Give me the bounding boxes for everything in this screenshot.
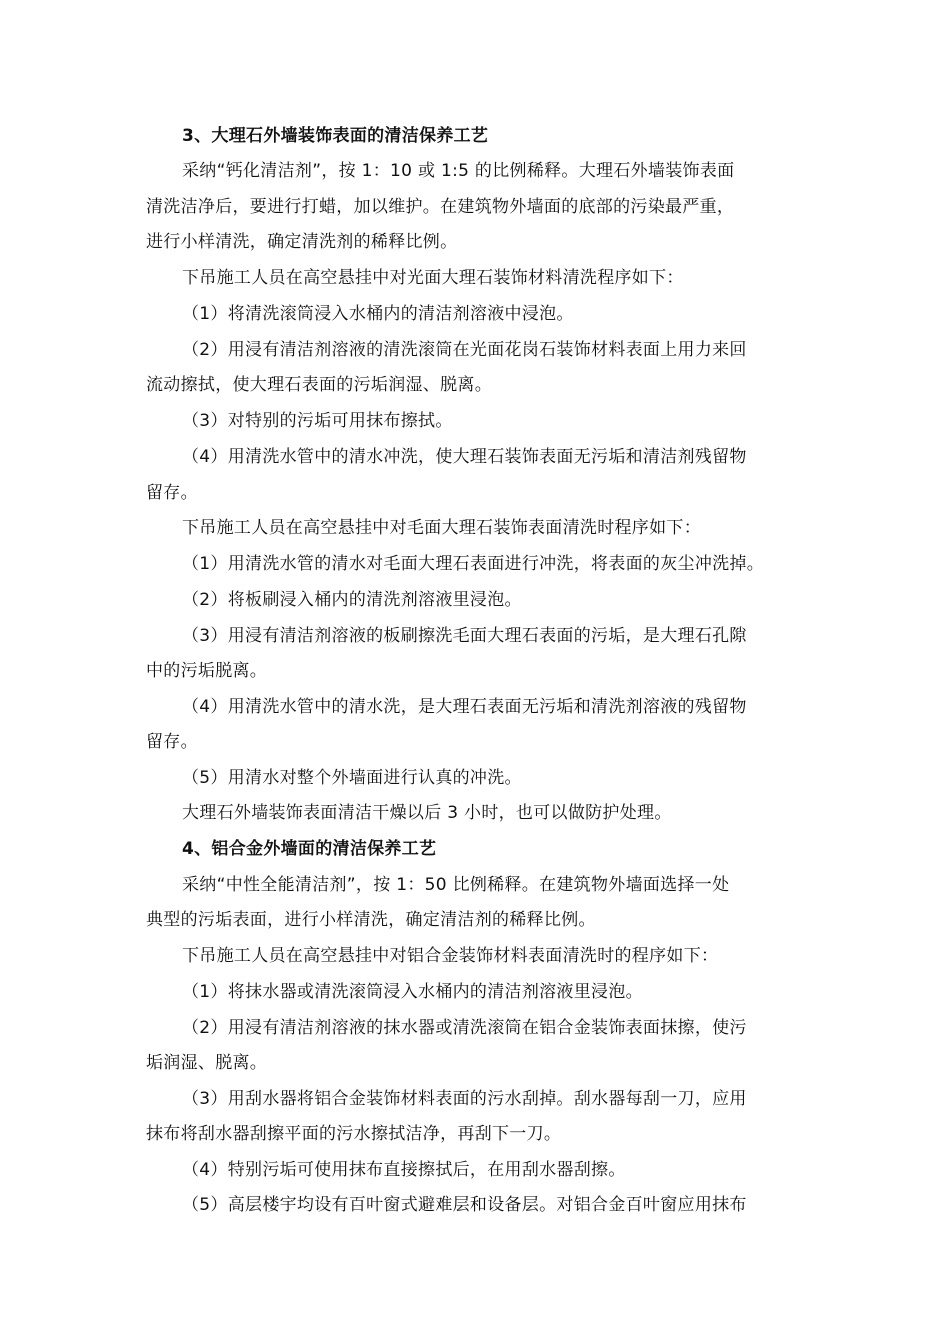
section-heading: 4、铝合金外墙面的清洁保养工艺 <box>182 839 437 859</box>
paragraph-line: （1）将清洗滚筒浸入水桶内的清洁剂溶液中浸泡。 <box>182 304 574 324</box>
paragraph-line: 下吊施工人员在高空悬挂中对铝合金装饰材料表面清洗时的程序如下： <box>182 946 719 966</box>
paragraph-line: 流动擦拭，使大理石表面的污垢润湿、脱离。 <box>146 375 492 395</box>
paragraph-line: 留存。 <box>146 483 198 503</box>
paragraph-line: （4）用清洗水管中的清水冲洗，使大理石装饰表面无污垢和清洁剂残留物 <box>182 447 747 467</box>
paragraph-line: 采纳“钙化清洁剂”，按 1：10 或 1:5 的比例稀释。大理石外墙装饰表面 <box>182 161 735 181</box>
paragraph-line: 大理石外墙装饰表面清洁干燥以后 3 小时，也可以做防护处理。 <box>182 803 672 823</box>
paragraph-line: （2）用浸有清洁剂溶液的清洗滚筒在光面花岗石装饰材料表面上用力来回 <box>182 340 747 360</box>
paragraph-line: （2）用浸有清洁剂溶液的抹水器或清洗滚筒在铝合金装饰表面抹擦，使污 <box>182 1018 747 1038</box>
paragraph-line: （3）用浸有清洁剂溶液的板刷擦洗毛面大理石表面的污垢，是大理石孔隙 <box>182 626 747 646</box>
paragraph-line: 中的污垢脱离。 <box>146 661 268 681</box>
paragraph-line: （1）将抹水器或清洗滚筒浸入水桶内的清洁剂溶液里浸泡。 <box>182 982 643 1002</box>
paragraph-line: （4）用清洗水管中的清水洗，是大理石表面无污垢和清洗剂溶液的残留物 <box>182 697 747 717</box>
paragraph-line: 下吊施工人员在高空悬挂中对毛面大理石装饰表面清洗时程序如下： <box>182 518 701 538</box>
paragraph-line: （5）高层楼宇均设有百叶窗式避难层和设备层。对铝合金百叶窗应用抹布 <box>182 1195 747 1215</box>
paragraph-line: 采纳“中性全能清洁剂”，按 1：50 比例稀释。在建筑物外墙面选择一处 <box>182 875 730 895</box>
paragraph-line: （1）用清洗水管的清水对毛面大理石表面进行冲洗，将表面的灰尘冲洗掉。 <box>182 554 765 574</box>
paragraph-line: 垢润湿、脱离。 <box>146 1053 268 1073</box>
paragraph-line: （4）特别污垢可使用抹布直接擦拭后，在用刮水器刮擦。 <box>182 1160 626 1180</box>
paragraph-line: （3）对特别的污垢可用抹布擦拭。 <box>182 411 453 431</box>
paragraph-line: 抹布将刮水器刮擦平面的污水擦拭洁净，再刮下一刀。 <box>146 1124 562 1144</box>
paragraph-line: 典型的污垢表面，进行小样清洗，确定清洁剂的稀释比例。 <box>146 910 596 930</box>
paragraph-line: 进行小样清洗，确定清洗剂的稀释比例。 <box>146 232 458 252</box>
paragraph-line: （2）将板刷浸入桶内的清洗剂溶液里浸泡。 <box>182 590 522 610</box>
section-heading: 3、大理石外墙装饰表面的清洁保养工艺 <box>182 126 489 146</box>
paragraph-line: （5）用清水对整个外墙面进行认真的冲洗。 <box>182 768 522 788</box>
paragraph-line: 下吊施工人员在高空悬挂中对光面大理石装饰材料清洗程序如下： <box>182 268 684 288</box>
paragraph-line: 留存。 <box>146 732 198 752</box>
paragraph-line: 清洗洁净后，要进行打蜡，加以维护。在建筑物外墙面的底部的污染最严重， <box>146 197 735 217</box>
paragraph-line: （3）用刮水器将铝合金装饰材料表面的污水刮掉。刮水器每刮一刀，应用 <box>182 1089 747 1109</box>
